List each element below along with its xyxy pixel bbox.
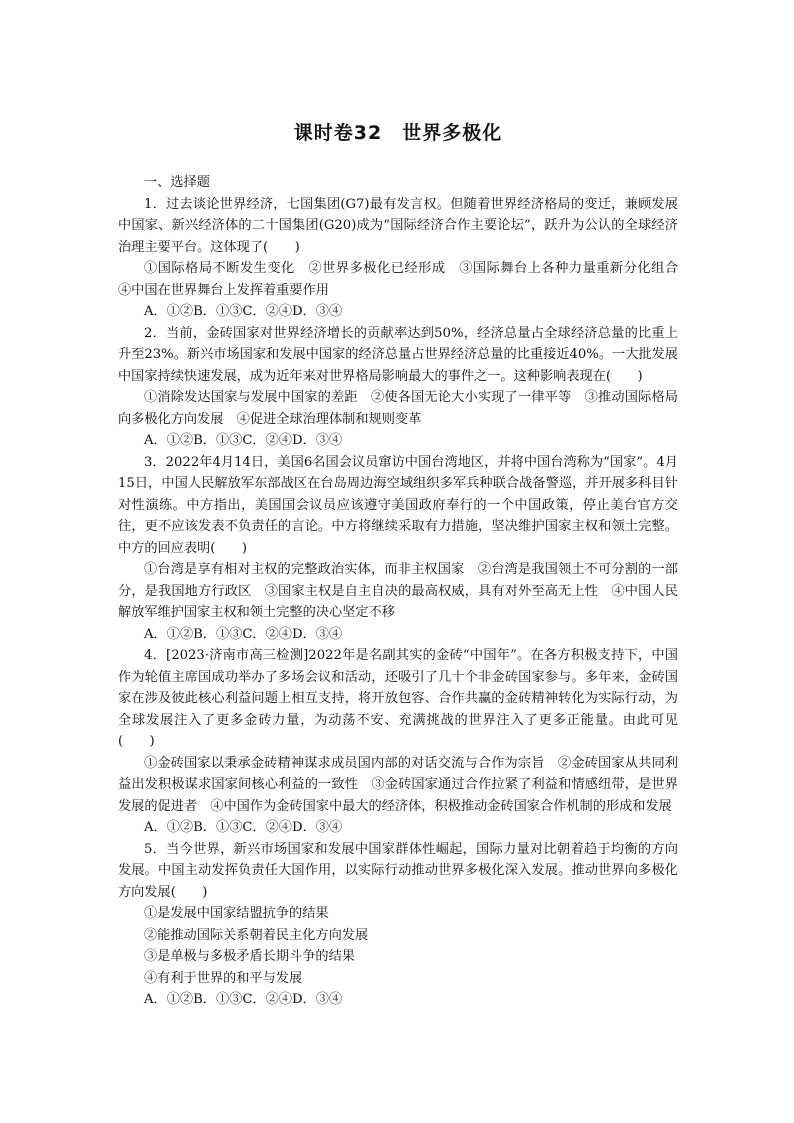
answer-choices: A．①②B．①③C．②④D．③④ [144, 820, 343, 835]
answer-choices: A．①②B．①③C．②④D．③④ [144, 626, 343, 642]
question-options: ①国际格局不断发生变化 ②世界多极化已经形成 ③国际舞台上各种力量重新分化组合 ④中国在世界舞台上发挥着重要作用 [118, 261, 692, 298]
question-stem: 5．当今世界，新兴市场国家和发展中国家群体性崛起，国际力量对比朝着趋于均衡的方向发展。中国主动发挥负责任大国作用，以实际行动推动世界多极化深入发展。推动世界向多极化方向发展( ) [118, 841, 678, 900]
question-options: ①金砖国家以秉承金砖精神谋求成员国内部的对话交流与合作为宗旨 ②金砖国家从共同利益出发积极谋求国家间核心利益的一致性 ③金砖国家通过合作拉紧了利益和情感纽带，是世界发展的促进者 ④中国作为金砖国家中最大的经济体，积极推动金砖国家合作机制的形成和发展 [118, 755, 678, 814]
page-title: 课时卷32 世界多极化 [293, 122, 503, 144]
answer-choices: A．①②B．①③C．②④D．③④ [144, 304, 343, 319]
section-heading: 一、选择题 [144, 175, 210, 190]
question-stem: 4．[2023·济南市高三检测]2022年是名副其实的金砖“中国年”。在各方积极支持下，中国作为轮值主席国成功举办了多场会议和活动，还吸引了几十个非金砖国家参与。多年来，金砖国家在涉及彼此核心利益问题上相互支持，将开放包容、合作共赢的金砖精神转化为实际行动，为全球发展注入了更多金砖力量，为动荡不安、充满挑战的世界注入了更多正能量。由此可见( ) [118, 648, 678, 749]
question-3 [118, 452, 678, 646]
question-2 [118, 323, 678, 452]
question-5 [118, 839, 678, 1011]
question-1 [118, 194, 692, 323]
exam-page [118, 118, 692, 1011]
answer-choices: A．①②B．①③C．②④D．③④ [144, 992, 343, 1007]
question-stem: 2．当前，金砖国家对世界经济增长的贡献率达到50%，经济总量占全球经济总量的比重上升至23%。新兴市场国家和发展中国家的经济总量占世界经济总量的比重接近40%。一大批发展中国家持续快速发展，成为近年来对世界格局影响最大的事件之一。这种影响表现在( ) [118, 325, 678, 384]
question-option: ②能推动国际关系朝着民主化方向发展 [144, 927, 369, 943]
question-option: ④有利于世界的和平与发展 [144, 970, 303, 986]
question-stem: 1．过去谈论世界经济，七国集团(G7)最有发言权。但随着世界经济格局的变迁，兼顾发展中国家、新兴经济体的二十国集团(G20)成为“国际经济合作主要论坛”，跃升为公认的全球经济治理主要平台。这体现了( ) [118, 196, 678, 255]
question-option: ③是单极与多极矛盾长期斗争的结果 [144, 949, 355, 964]
question-4 [118, 645, 678, 839]
question-option: ①是发展中国家结盟抗争的结果 [144, 906, 329, 921]
question-options: ①台湾是享有相对主权的完整政治实体，而非主权国家 ②台湾是我国领土不可分割的一部分，是我国地方行政区 ③国家主权是自主自决的最高权威，具有对外至高无上性 ④中国人民解放军维护国家主权和领土完整的决心坚定不移 [118, 562, 678, 620]
question-options: ①消除发达国家与发展中国家的差距 ②使各国无论大小实现了一律平等 ③推动国际格局向多极化方向发展 ④促进全球治理体制和规则变革 [118, 390, 678, 427]
answer-choices: A．①②B．①③C．②④D．③④ [144, 433, 343, 448]
question-stem: 3．2022年4月14日，美国6名国会议员窜访中国台湾地区，并将中国台湾称为“国家”。4月15日，中国人民解放军东部战区在台岛周边海空域组织多军兵种联合战备警巡，并开展多科目针对性演练。中方指出，美国国会议员应该遵守美国政府奉行的一个中国政策，停止美台官方交往，更不应该发表不负责任的言论。中方将继续采取有力措施，坚决维护国家主权和领土完整。中方的回应表明( ) [118, 454, 678, 556]
